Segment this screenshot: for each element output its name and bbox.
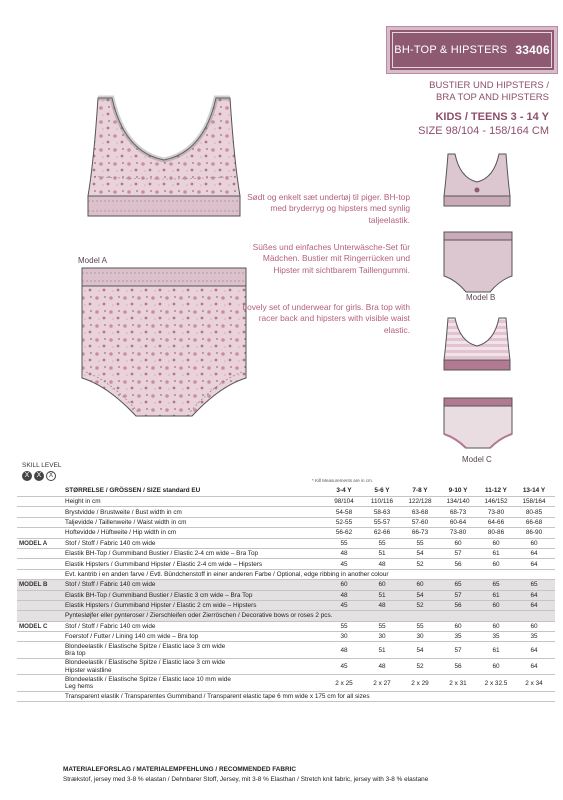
table-cell: 35: [454, 633, 462, 641]
table-cell: 30: [378, 633, 386, 641]
table-cell: 122/128: [408, 498, 432, 506]
section-label: MODEL B: [19, 581, 48, 589]
age-range: KIDS / TEENS 3 - 14 Y: [435, 111, 549, 123]
table-cell: 66-73: [411, 529, 429, 537]
table-cell: 55: [416, 622, 424, 630]
table-cell: 55-57: [373, 518, 391, 526]
row-label: Stof / Stoff / Fabric 140 cm wide: [65, 622, 156, 630]
row-label: Evt. kantrib i en anden farve / Evtl. Bündchenstoff in einer anderen Farbe / Optional, edge ribbing in another colour: [65, 570, 389, 578]
row-label: Transparent elastik / Transparentes Gummiband / Transparent elastic tape 6 mm wide x 175 cm for all sizes: [65, 693, 370, 701]
table-cell: 56: [454, 560, 462, 568]
table-cell: 146/152: [484, 498, 508, 506]
pattern-number: 33406: [515, 43, 550, 57]
table-cell: 48: [378, 663, 386, 671]
table-cell: 61: [492, 550, 500, 558]
size-header: 9-10 Y: [448, 487, 468, 494]
table-cell: 64: [530, 550, 538, 558]
table-cell: 2 x 27: [373, 679, 391, 687]
table-cell: 73-80: [449, 529, 467, 537]
skill-icon-1: X: [22, 471, 32, 481]
table-row: [17, 497, 555, 507]
table-row: [17, 528, 555, 538]
table-cell: 64-66: [487, 518, 505, 526]
table-row: [17, 549, 555, 559]
table-row: [17, 622, 555, 632]
table-cell: 55: [416, 539, 424, 547]
table-cell: 57: [454, 550, 462, 558]
table-cell: 73-80: [487, 508, 505, 516]
size-header: 5-6 Y: [374, 487, 390, 494]
row-label: Brystvidde / Brustweite / Bust width in cm: [65, 508, 182, 516]
skill-level-icons: [22, 471, 56, 481]
table-cell: 60-64: [449, 518, 467, 526]
row-label: Height in cm: [65, 498, 101, 506]
table-cell: 63-68: [411, 508, 429, 516]
table-cell: 58-63: [373, 508, 391, 516]
table-header-row: [17, 485, 555, 497]
model-c-label: Model C: [462, 455, 492, 464]
table-cell: 60: [492, 602, 500, 610]
size-header: 7-8 Y: [412, 487, 428, 494]
table-cell: 54: [416, 550, 424, 558]
table-header-label: STØRRELSE / GRÖSSEN / SIZE standard EU: [65, 487, 201, 494]
table-cell: 2 x 32.5: [484, 679, 508, 687]
row-label: Stof / Stoff / Fabric 140 cm wide: [65, 581, 156, 589]
size-table: [17, 485, 555, 702]
table-cell: 60: [492, 560, 500, 568]
table-row: [17, 675, 555, 692]
recommended-fabric-title: MATERIALEFORSLAG / MATERIALEMPFEHLUNG / RECOMMENDED FABRIC: [63, 766, 297, 773]
subtitle: BUSTIER UND HIPSTERS / BRA TOP AND HIPSTERS: [429, 80, 549, 103]
row-label: Stof / Stoff / Fabric 140 cm wide: [65, 539, 156, 547]
table-cell: 60: [530, 622, 538, 630]
table-cell: 60: [492, 663, 500, 671]
pattern-title: BH-TOP & HIPSTERS: [394, 44, 508, 56]
table-cell: 45: [340, 560, 348, 568]
row-label: Blondeelastik / Elastische Spitze / Elastic lace 10 mm wide Leg hems: [65, 675, 231, 691]
table-cell: 60: [492, 539, 500, 547]
table-row: [17, 642, 555, 659]
skill-icon-3: X: [46, 471, 56, 481]
table-cell: 45: [340, 602, 348, 610]
description-danish: Sødt og enkelt sæt undertøj til piger. BH-top med bryderryg og hipsters med synlig taljeelastik.: [247, 192, 410, 225]
table-cell: 51: [378, 550, 386, 558]
table-row: [17, 659, 555, 676]
table-cell: 61: [492, 591, 500, 599]
table-cell: 80-86: [487, 529, 505, 537]
row-label: Blondeelastik / Elastische Spitze / Elastic lace 3 cm wide Bra top: [65, 642, 226, 658]
table-cell: 64: [530, 591, 538, 599]
table-cell: 110/116: [370, 498, 394, 506]
row-label: Elastik Hipsters / Gummiband Hipster / Elastic 2 cm wide – Hipsters: [65, 602, 257, 610]
table-row: [17, 591, 555, 601]
table-cell: 51: [378, 646, 386, 654]
table-cell: 134/140: [446, 498, 470, 506]
row-label: Blondeelastik / Elastische Spitze / Elastic lace 3 cm wide Hipster waistline: [65, 659, 226, 674]
table-cell: 56: [454, 602, 462, 610]
table-cell: 54-58: [335, 508, 353, 516]
model-a-label: Model A: [78, 256, 107, 265]
table-cell: 48: [340, 646, 348, 654]
table-cell: 2 x 34: [525, 679, 543, 687]
table-cell: 2 x 31: [449, 679, 467, 687]
pattern-title-box: [386, 26, 558, 74]
section-label: MODEL A: [19, 539, 48, 547]
table-cell: 54: [416, 646, 424, 654]
table-cell: 2 x 25: [335, 679, 353, 687]
table-cell: 55: [340, 622, 348, 630]
table-cell: 51: [378, 591, 386, 599]
table-row: [17, 580, 555, 590]
table-cell: 35: [530, 633, 538, 641]
table-cell: 30: [416, 633, 424, 641]
table-cell: 45: [340, 663, 348, 671]
table-cell: 57: [454, 646, 462, 654]
model-c-bra-top-illustration: [442, 314, 512, 378]
table-cell: 80-85: [525, 508, 543, 516]
size-header: 13-14 Y: [522, 487, 546, 494]
table-cell: 86-90: [525, 529, 543, 537]
table-row: [17, 601, 555, 611]
measurement-note: * Kill Measurements are in cm.: [312, 478, 374, 483]
table-row: [17, 559, 555, 569]
table-cell: 48: [340, 591, 348, 599]
size-header: 3-4 Y: [336, 487, 352, 494]
description-german: Süßes und einfaches Unterwäsche-Set für Mädchen. Bustier mit Ringerrücken und Hipster mit sichtbarem Taillengummi.: [252, 242, 410, 275]
row-label: Foerstof / Futter / Lining 140 cm wide – Bra top: [65, 633, 199, 641]
table-cell: 60: [340, 581, 348, 589]
table-cell: 52: [416, 663, 424, 671]
table-cell: 56: [454, 663, 462, 671]
table-cell: 30: [340, 633, 348, 641]
size-header: 11-12 Y: [485, 487, 507, 494]
table-cell: 56-62: [335, 529, 353, 537]
model-a-bra-top-illustration: [84, 90, 244, 250]
table-cell: 98/104: [334, 498, 354, 506]
table-cell: 64: [530, 663, 538, 671]
table-row: [17, 539, 555, 549]
table-cell: 60: [378, 581, 386, 589]
table-cell: 64: [530, 602, 538, 610]
table-cell: 65: [454, 581, 462, 589]
table-cell: 60: [530, 539, 538, 547]
row-label: Elastik BH-Top / Gummiband Bustier / Elastic 3 cm wide – Bra Top: [65, 591, 253, 599]
table-cell: 60: [454, 539, 462, 547]
table-cell: 55: [378, 622, 386, 630]
model-b-bra-top-illustration: [442, 150, 512, 214]
table-cell: 48: [378, 560, 386, 568]
table-row: [17, 692, 555, 702]
table-body: [17, 497, 555, 702]
row-label: Elastik BH-Top / Gummiband Bustier / Elastic 2-4 cm wide – Bra Top: [65, 550, 259, 558]
table-row: [17, 518, 555, 528]
table-row: [17, 611, 555, 621]
table-cell: 55: [340, 539, 348, 547]
table-cell: 62-66: [373, 529, 391, 537]
table-cell: 55: [378, 539, 386, 547]
skill-level-label: SKILL LEVEL: [22, 462, 62, 469]
table-cell: 66-68: [525, 518, 543, 526]
model-c-hipsters-illustration: [442, 396, 514, 452]
table-cell: 64: [530, 560, 538, 568]
table-cell: 2 x 29: [411, 679, 429, 687]
description-english: Lovely set of underwear for girls. Bra top with racer back and hipsters with visible waist elastic.: [242, 302, 410, 335]
table-row: [17, 632, 555, 642]
table-cell: 54: [416, 591, 424, 599]
table-cell: 52: [416, 560, 424, 568]
recommended-fabric: [63, 765, 428, 785]
table-cell: 60: [416, 581, 424, 589]
skill-icon-2: X: [34, 471, 44, 481]
table-cell: 158/164: [522, 498, 546, 506]
table-cell: 61: [492, 646, 500, 654]
table-cell: 57: [454, 591, 462, 599]
section-label: MODEL C: [19, 622, 48, 630]
table-cell: 64: [530, 646, 538, 654]
table-cell: 48: [378, 602, 386, 610]
table-cell: 35: [492, 633, 500, 641]
table-cell: 48: [340, 550, 348, 558]
model-b-hipsters-illustration: [442, 230, 514, 294]
table-cell: 60: [492, 622, 500, 630]
table-row: [17, 570, 555, 580]
table-cell: 68-73: [449, 508, 467, 516]
table-cell: 65: [492, 581, 500, 589]
model-b-label: Model B: [466, 293, 496, 302]
recommended-fabric-text: Strækstof, jersey med 3-8 % elastan / Dehnbarer Stoff, Jersey, mit 3-8 % Elasthan / Stretch knit fabric, jersey with 3-8 % elastane: [63, 776, 429, 783]
table-cell: 60: [454, 622, 462, 630]
table-cell: 52-55: [335, 518, 353, 526]
model-a-hipsters-illustration: [80, 266, 248, 426]
size-range: SIZE 98/104 - 158/164 CM: [418, 125, 549, 137]
table-row: [17, 507, 555, 517]
row-label: Hoftevidde / Hüftweite / Hip width in cm: [65, 529, 177, 537]
row-label: Elastik Hipsters / Gummiband Hipster / Elastic 2-4 cm wide – Hipsters: [65, 560, 263, 568]
row-label: Taljevidde / Taillenweite / Waist width in cm: [65, 518, 187, 526]
row-label: Pyntesløjfer eller pynteroser / Zierschleifen oder Zierröschen / Decorative bows or roses 2 pcs.: [65, 612, 333, 620]
table-cell: 52: [416, 602, 424, 610]
table-cell: 57-60: [411, 518, 429, 526]
table-cell: 65: [530, 581, 538, 589]
